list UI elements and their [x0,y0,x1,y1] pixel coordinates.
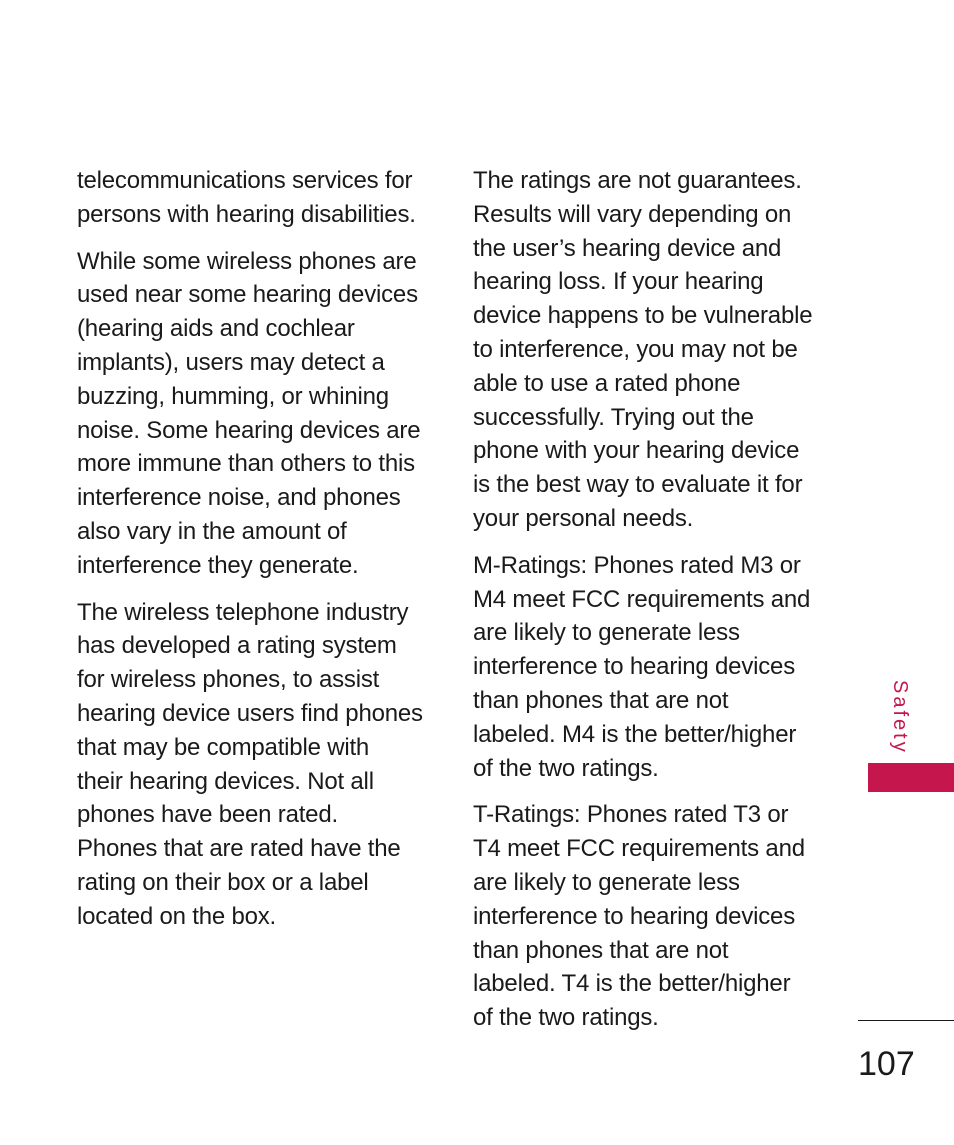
right-text-column [473,164,818,1048]
footer-divider [858,1020,954,1021]
paragraph: telecommunications services for persons with hearing disabilities. [77,167,416,228]
section-tab-marker [868,763,954,792]
paragraph: The ratings are not guarantees. Results will vary depending on the user’s hearing device and hearing loss. If your hearing device happens to be vulnerable to interference, you may not be able to use a rated phone successfully. Trying out the phone with your hearing device is the best way to evaluate it for your personal needs. [473,167,813,532]
section-tab-label: Safety [889,680,911,755]
paragraph: While some wireless phones are used near some hearing devices (hearing aids and cochlear implants), users may detect a buzzing, humming, or whining noise. Some hearing devices are more immune than others to this interference noise, and phones also vary in the amount of interference they generate. [77,247,421,579]
left-text-column [77,164,429,947]
paragraph: M-Ratings: Phones rated M3 or M4 meet FCC requirements and are likely to generate less interference to hearing devices than phones that are not labeled. M4 is the better/higher of the two ratings. [473,551,811,782]
page-number: 107 [858,1045,915,1083]
paragraph: T-Ratings: Phones rated T3 or T4 meet FCC requirements and are likely to generate less interference to hearing devices than phones that are not labeled. T4 is the better/higher of the two ratings. [473,801,805,1032]
paragraph: The wireless telephone industry has developed a rating system for wireless phones, to assist hearing device users find phones that may be compatible with their hearing devices. Not all phones have been rated. Phones that are rated have the rating on their box or a label located on the box. [77,598,423,930]
